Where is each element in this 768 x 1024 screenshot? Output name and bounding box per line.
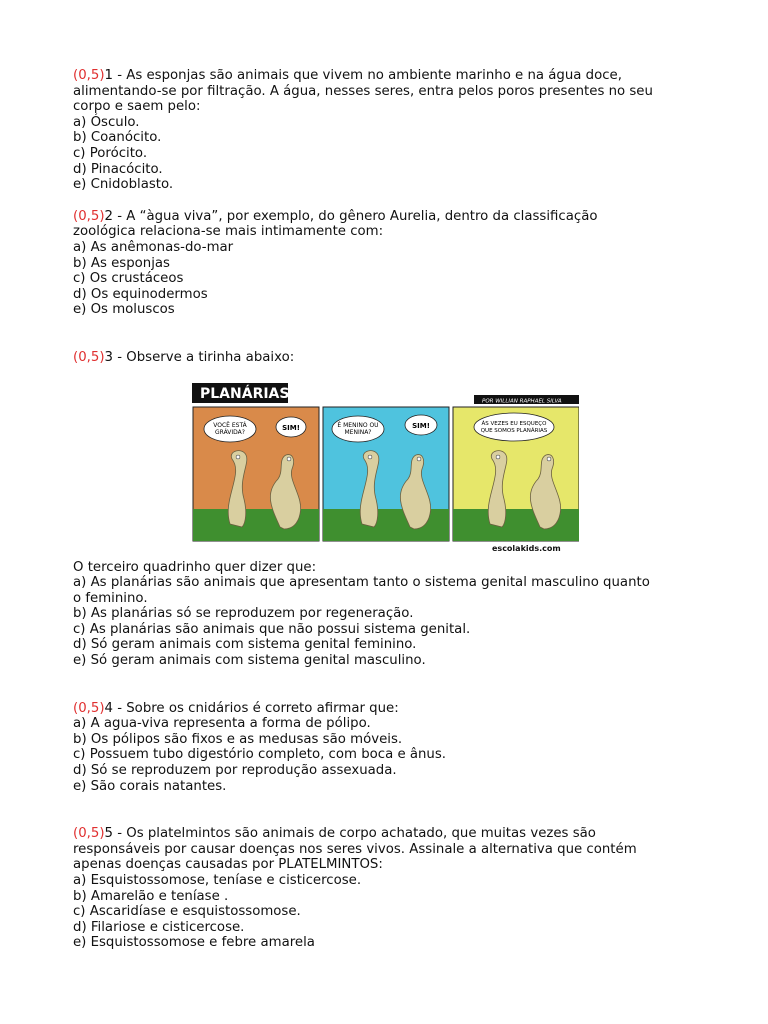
answer-option: c) Ascaridíase e esquistossomose. [73, 904, 301, 920]
answer-option: a) As planárias são animais que apresentam tanto o sistema genital masculino quanto [73, 575, 650, 591]
question-text-line: alimentando-se por filtração. A água, nesses seres, entra pelos poros presentes no seu [73, 83, 653, 99]
planarias-comic-strip [192, 379, 579, 554]
comic-panel-1 [193, 407, 319, 541]
comic-title: PLANÁRIAS [200, 385, 290, 402]
speech-text: É MENINO OU [337, 421, 379, 429]
answer-option: c) Possuem tubo digestório completo, com boca e ânus. [73, 747, 447, 763]
comic-panel-3 [453, 407, 579, 541]
question-score: (0,5) [73, 700, 105, 716]
question-score: (0,5) [73, 349, 105, 365]
answer-option: d) Os equinodermos [73, 286, 208, 302]
answer-option: b) As esponjas [73, 255, 170, 271]
speech-text: ÀS VEZES EU ESQUEÇO [481, 420, 547, 427]
answer-option: b) As planárias só se reproduzem por regeneração. [73, 606, 414, 622]
question-2-stem: (0,5)2 - A “àgua viva”, por exemplo, do gênero Aurelia, dentro da classificação [73, 208, 598, 224]
answer-option: e) Esquistossomose e febre amarela [73, 935, 315, 951]
question-text-line: responsáveis por causar doenças nos seres vivos. Assinale a alternativa que contém [73, 841, 637, 857]
speech-text: MENINA? [344, 428, 372, 436]
question-1-stem: (0,5)1 - As esponjas são animais que vivem no ambiente marinho e na água doce, [73, 68, 622, 83]
answer-option: d) Filariose e cisticercose. [73, 919, 245, 935]
speech-text: GRÁVIDA? [215, 428, 245, 436]
question-1 [73, 68, 713, 193]
answer-option: e) Os moluscos [73, 302, 175, 318]
comic-site-credit: escolakids.com [492, 543, 561, 553]
answer-option: e) Só geram animais com sistema genital masculino. [73, 653, 426, 669]
question-3-stem: (0,5)3 - Observe a tirinha abaixo: [73, 349, 295, 365]
answer-option: c) Os crustáceos [73, 271, 184, 287]
question-text-line: zoológica relaciona-se mais intimamente com: [73, 224, 384, 240]
answer-option: c) Porócito. [73, 145, 148, 161]
question-score: (0,5) [73, 208, 105, 224]
comic-image [192, 379, 579, 554]
answer-option: b) Coanócito. [73, 130, 162, 146]
question-4 [73, 701, 713, 795]
answer-option: b) Amarelão e teníase . [73, 888, 229, 904]
answer-option: e) Cnidoblasto. [73, 177, 174, 193]
answer-option: a) Esquistossomose, teníase e cisticercose. [73, 873, 362, 888]
answer-option: e) São corais natantes. [73, 778, 227, 794]
question-score: (0,5) [73, 68, 105, 83]
answer-option: a) A agua-viva representa a forma de pólipo. [73, 716, 371, 732]
answer-option: c) As planárias são animais que não possui sistema genital. [73, 621, 471, 637]
comic-author: POR WILLIAN RAPHAEL SILVA [482, 398, 562, 404]
speech-text: SIM! [282, 423, 300, 432]
speech-text: QUE SOMOS PLANÁRIAS [480, 427, 548, 434]
question-text-line: O terceiro quadrinho quer dizer que: [73, 559, 317, 575]
question-5 [73, 826, 713, 951]
question-text-line: apenas doenças causadas por PLATELMINTOS: [73, 857, 383, 873]
speech-text: VOCÊ ESTÁ [213, 421, 247, 429]
answer-option: a) Ósculo. [73, 114, 140, 130]
answer-option: d) Só se reproduzem por reprodução assexuada. [73, 763, 397, 779]
question-2 [73, 209, 713, 318]
question-score: (0,5) [73, 826, 105, 842]
question-text-line: corpo e saem pelo: [73, 99, 201, 115]
answer-option: a) As anêmonas-do-mar [73, 239, 234, 255]
answer-option: d) Só geram animais com sistema genital feminino. [73, 637, 417, 653]
answer-option-continuation: o feminino. [73, 590, 148, 606]
question-3 [73, 350, 713, 669]
question-4-stem: (0,5)4 - Sobre os cnidários é correto afirmar que: [73, 700, 399, 716]
answer-option: d) Pinacócito. [73, 161, 163, 177]
question-5-stem: (0,5)5 - Os platelmintos são animais de corpo achatado, que muitas vezes são [73, 826, 596, 842]
comic-panel-2 [323, 407, 449, 541]
answer-option: b) Os pólipos são fixos e as medusas são móveis. [73, 731, 403, 747]
speech-text: SIM! [412, 421, 430, 430]
document-page [73, 68, 713, 951]
